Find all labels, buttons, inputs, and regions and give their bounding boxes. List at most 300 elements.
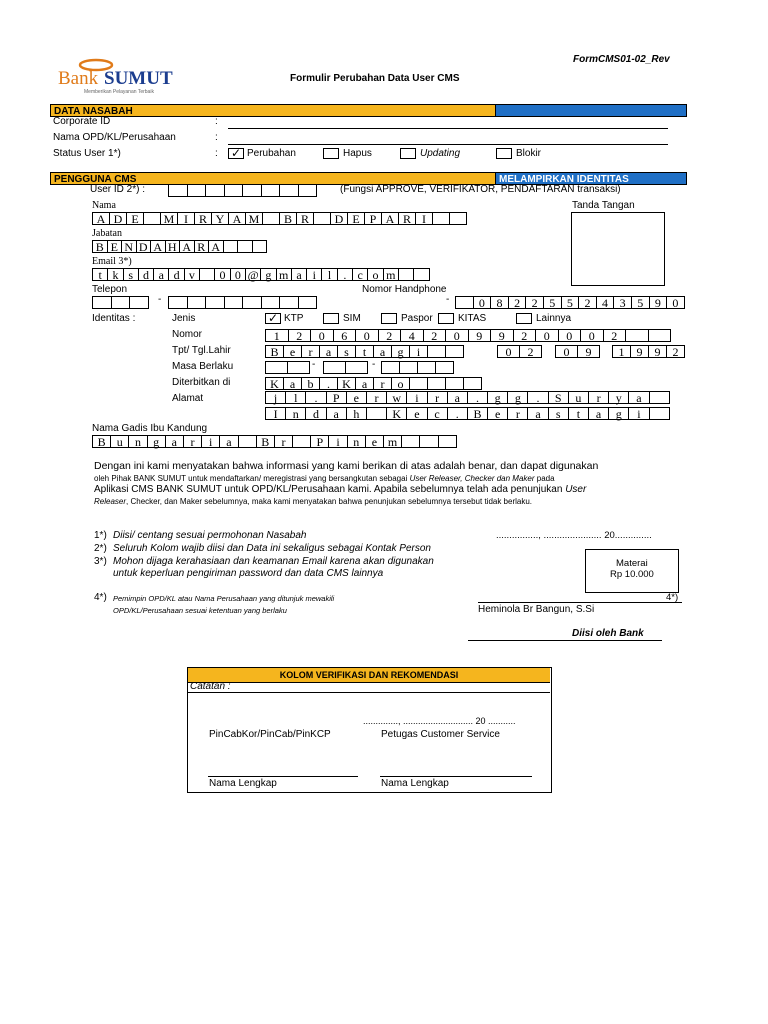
nama-opd-field[interactable] [228,144,668,145]
alamat-line-2-cells[interactable] [265,407,669,420]
char-cell[interactable]: 0 [580,329,604,342]
char-cell[interactable]: 0 [497,345,520,358]
char-cell[interactable]: a [283,377,302,390]
char-cell[interactable]: D [109,212,127,225]
declaration-text: oleh Pihak BANK SUMUT untuk mendaftarkan/ meregistrasi yang bersangkutan sebagai [94,474,410,483]
char-cell[interactable]: B [92,435,111,448]
char-cell[interactable]: a [373,345,392,358]
jenis-lainnya-label: Lainnya [536,313,572,324]
char-cell[interactable]: P [310,435,329,448]
char-cell[interactable]: B [92,240,108,253]
char-cell[interactable]: r [427,391,448,404]
char-cell[interactable]: u [568,391,589,404]
declaration-role: User [565,484,587,495]
catatan-label: Catatan : [190,681,231,692]
char-cell[interactable]: 3 [613,296,632,309]
char-cell[interactable]: s [548,407,569,420]
char-cell[interactable] [187,184,207,197]
char-cell[interactable]: 9 [648,345,667,358]
char-cell[interactable]: 0 [666,296,685,309]
char-cell[interactable] [445,345,464,358]
char-cell[interactable] [449,212,467,225]
declaration-line-1: Dengan ini kami menyatakan bahwa informasi yang kami berikan di atas adalah benar, dan dapat digunakan [94,460,599,472]
checkmark-icon: ✓ [268,311,279,325]
nama-opd-label: Nama OPD/KL/Perusahaan [53,132,176,143]
char-cell[interactable] [438,435,457,448]
char-cell[interactable] [261,296,281,309]
status-blokir-checkbox[interactable] [496,148,512,159]
char-cell[interactable]: j [265,391,286,404]
char-cell[interactable]: e [365,435,384,448]
char-cell[interactable] [265,361,288,374]
char-cell[interactable] [224,296,244,309]
char-cell[interactable] [648,329,672,342]
char-cell[interactable]: a [319,345,338,358]
char-cell[interactable]: i [306,268,322,281]
char-cell[interactable] [287,361,310,374]
telepon-label: Telepon [92,284,128,295]
char-cell[interactable]: 2 [508,296,527,309]
char-cell[interactable]: N [121,240,137,253]
char-cell[interactable] [237,240,253,253]
role-pincab: PinCabKor/PinCab/PinKCP [209,729,331,740]
char-cell[interactable]: r [301,345,320,358]
char-cell[interactable]: E [126,212,144,225]
char-cell[interactable]: 0 [445,329,469,342]
char-cell[interactable]: R [194,212,212,225]
char-cell[interactable]: e [283,345,302,358]
char-cell[interactable]: D [330,212,348,225]
date-line: ................, ...................... 20.............. [496,530,652,541]
char-cell[interactable]: d [168,268,184,281]
char-cell[interactable]: A [208,240,224,253]
note-1-number: 1*) [94,530,107,541]
bank-logo [56,56,186,96]
status-hapus-checkbox[interactable] [323,148,339,159]
jenis-paspor-label: Paspor [401,313,433,324]
char-cell[interactable]: k [107,268,123,281]
declaration-line-2 [94,474,555,483]
char-cell[interactable]: @ [245,268,261,281]
status-hapus-label: Hapus [343,148,372,159]
char-cell[interactable] [323,361,346,374]
char-cell[interactable]: a [165,435,184,448]
jabatan-cells[interactable] [92,240,266,253]
char-cell[interactable]: M [245,212,263,225]
telepon-number-cells[interactable] [168,296,316,309]
char-cell[interactable]: H [165,240,181,253]
char-cell[interactable] [463,377,482,390]
char-cell[interactable] [455,296,474,309]
char-cell[interactable]: r [507,407,528,420]
char-cell[interactable] [398,268,414,281]
hp-dash: - [446,294,450,305]
char-cell[interactable]: d [305,407,326,420]
char-cell[interactable]: A [228,212,246,225]
char-cell[interactable]: r [588,391,609,404]
verif-date-line: .............., ............................ 20 ........... [363,716,516,726]
char-cell[interactable]: B [467,407,488,420]
note-2-number: 2*) [94,543,107,554]
alamat-line-1-cells[interactable] [265,391,669,404]
char-cell[interactable]: t [568,407,589,420]
tanda-tangan-label: Tanda Tangan [572,200,635,211]
char-cell[interactable]: a [291,268,307,281]
jenis-lainnya-checkbox[interactable] [516,313,532,324]
status-updating-checkbox[interactable] [400,148,416,159]
char-cell[interactable]: l [285,391,306,404]
char-cell[interactable]: 2 [513,329,537,342]
char-cell[interactable]: R [194,240,210,253]
status-user-label: Status User 1*) [53,148,121,159]
char-cell[interactable] [381,361,400,374]
char-cell[interactable]: 9 [468,329,492,342]
char-cell[interactable]: K [337,377,356,390]
char-cell[interactable]: n [128,435,147,448]
char-cell[interactable]: A [381,212,399,225]
char-cell[interactable]: 4 [400,329,424,342]
char-cell[interactable]: a [326,407,347,420]
char-cell[interactable]: b [301,377,320,390]
char-cell[interactable]: i [201,435,220,448]
char-cell[interactable]: g [608,407,629,420]
char-cell[interactable]: g [147,435,166,448]
char-cell[interactable] [261,184,281,197]
masa-dash-1: - [312,359,316,370]
char-cell[interactable]: I [265,407,286,420]
jabatan-label: Jabatan [92,228,122,239]
char-cell[interactable] [279,184,299,197]
note-4b: OPD/KL/Perusahaan sesuai ketentuan yang berlaku [113,606,287,615]
char-cell[interactable]: s [337,345,356,358]
userid-note: (Fungsi APPROVE, VERIFIKATOR, PENDAFTARAN transaksi) [340,184,621,195]
char-cell[interactable]: 6 [333,329,357,342]
section-data-nasabah: DATA NASABAH [50,104,496,117]
nomor-cells[interactable] [265,329,670,342]
char-cell[interactable] [224,184,244,197]
char-cell[interactable] [143,212,161,225]
char-cell[interactable]: P [364,212,382,225]
materai-value: Rp 10.000 [610,569,654,580]
char-cell[interactable] [205,296,225,309]
char-cell[interactable]: E [107,240,123,253]
status-blokir-label: Blokir [516,148,542,159]
char-cell[interactable]: 2 [288,329,312,342]
char-cell[interactable]: 5 [561,296,580,309]
ttl-year-cells[interactable] [612,345,684,358]
char-cell[interactable]: v [184,268,200,281]
jenis-sim-label: SIM [343,313,361,324]
char-cell[interactable]: t [355,345,374,358]
char-cell[interactable]: 0 [230,268,246,281]
char-cell[interactable] [625,329,649,342]
char-cell[interactable]: I [177,212,195,225]
masa-year-cells[interactable] [381,361,453,374]
char-cell[interactable]: r [366,391,387,404]
terbit-label: Diterbitkan di [172,377,231,388]
char-cell[interactable] [432,212,450,225]
char-cell[interactable]: B [265,345,284,358]
char-cell[interactable]: D [136,240,152,253]
char-cell[interactable]: 0 [214,268,230,281]
char-cell[interactable]: t [92,268,108,281]
char-cell[interactable]: i [409,345,428,358]
char-cell[interactable] [649,391,670,404]
char-cell[interactable]: u [110,435,129,448]
signature-line-pincab [208,776,358,777]
char-cell[interactable]: S [548,391,569,404]
jenis-sim-checkbox[interactable] [323,313,339,324]
char-cell[interactable]: 5 [543,296,562,309]
materai-label: Materai [616,558,648,569]
char-cell[interactable]: 4 [596,296,615,309]
colon: : [215,116,218,127]
char-cell[interactable] [129,296,149,309]
char-cell[interactable] [111,296,131,309]
ttl-day-cells[interactable] [497,345,541,358]
char-cell[interactable]: i [328,435,347,448]
char-cell[interactable]: 0 [473,296,492,309]
bank-only-label: Diisi oleh Bank [572,628,644,639]
char-cell[interactable]: g [507,391,528,404]
corporate-id-field[interactable] [228,128,668,129]
char-cell[interactable]: 2 [378,329,402,342]
char-cell[interactable] [413,268,429,281]
char-cell[interactable]: a [588,407,609,420]
char-cell[interactable]: a [355,377,374,390]
char-cell[interactable]: e [487,407,508,420]
materai-box [585,549,679,593]
char-cell[interactable] [427,345,446,358]
char-cell[interactable]: . [447,407,468,420]
role-cs: Petugas Customer Service [381,729,500,740]
char-cell[interactable]: . [305,391,326,404]
jenis-ktp-label: KTP [284,313,304,324]
char-cell[interactable]: c [427,407,448,420]
char-cell[interactable] [238,435,257,448]
verification-title: KOLOM VERIFIKASI DAN REKOMENDASI [188,668,550,683]
char-cell[interactable] [262,212,280,225]
char-cell[interactable] [242,184,262,197]
char-cell[interactable]: d [138,268,154,281]
telepon-dash: - [158,294,162,305]
char-cell[interactable]: 5 [631,296,650,309]
char-cell[interactable]: r [373,377,392,390]
char-cell[interactable]: . [467,391,488,404]
char-cell[interactable]: r [183,435,202,448]
char-cell[interactable]: 2 [519,345,542,358]
signature-mark: 4*) [666,592,679,603]
char-cell[interactable] [223,240,239,253]
char-cell[interactable]: A [150,240,166,253]
declaration-text: , Checker, dan Maker sebelumnya, maka kami menyatakan bahwa penunjukan sebelumnya tersebut tidak berlaku. [126,497,533,506]
char-cell[interactable] [419,435,438,448]
char-cell[interactable] [427,377,446,390]
char-cell[interactable] [199,268,215,281]
char-cell[interactable]: 0 [355,329,379,342]
char-cell[interactable] [168,184,188,197]
note-1: Diisi/ centang sesuai permohonan Nasabah [113,530,307,541]
ibu-label: Nama Gadis Ibu Kandung [92,423,208,434]
jenis-paspor-checkbox[interactable] [381,313,397,324]
char-cell[interactable]: n [285,407,306,420]
char-cell[interactable]: K [386,407,407,420]
signature-box[interactable] [571,212,665,286]
char-cell[interactable]: m [276,268,292,281]
jenis-kitas-checkbox[interactable] [438,313,454,324]
char-cell[interactable] [399,361,418,374]
char-cell[interactable]: g [487,391,508,404]
char-cell[interactable]: g [391,345,410,358]
char-cell[interactable] [345,361,368,374]
colon: : [215,132,218,143]
char-cell[interactable]: i [406,391,427,404]
masa-berlaku-label: Masa Berlaku [172,361,234,372]
char-cell[interactable]: w [386,391,407,404]
logo-sumut-text: SUMUT [104,68,173,89]
char-cell[interactable]: 0 [555,345,578,358]
char-cell[interactable]: 0 [535,329,559,342]
section-data-nasabah-right [495,104,687,117]
signature-line [478,602,682,603]
char-cell[interactable]: y [608,391,629,404]
char-cell[interactable]: P [326,391,347,404]
char-cell[interactable]: B [279,212,297,225]
char-cell[interactable]: a [447,391,468,404]
alamat-label: Alamat [172,393,204,404]
char-cell[interactable]: 0 [310,329,334,342]
char-cell[interactable]: 2 [603,329,627,342]
ttl-label: Tpt/ Tgl.Lahir [172,345,231,356]
char-cell[interactable]: g [260,268,276,281]
char-cell[interactable]: o [367,268,383,281]
terbit-cells[interactable] [265,377,481,390]
char-cell[interactable] [187,296,207,309]
char-cell[interactable]: R [296,212,314,225]
section-melampirkan-identitas: MELAMPIRKAN IDENTITAS [495,172,687,185]
note-4a: Pemimpin OPD/KL atau Nama Perusahaan yang ditunjuk mewakili [113,594,335,603]
char-cell[interactable]: e [346,391,367,404]
char-cell[interactable]: . [527,391,548,404]
char-cell[interactable]: M [160,212,178,225]
char-cell[interactable] [292,435,311,448]
jenis-ktp-checkbox[interactable] [265,313,281,324]
char-cell[interactable] [313,212,331,225]
telepon-area-cells[interactable] [92,296,148,309]
hp-cells[interactable] [455,296,684,309]
char-cell[interactable] [445,377,464,390]
char-cell[interactable]: 9 [577,345,600,358]
char-cell[interactable] [435,361,454,374]
declaration-text: pada [534,474,555,483]
note-3a: Mohon dijaga kerahasiaan dan keamanan Email karena akan digunakan [113,556,434,567]
char-cell[interactable] [242,296,262,309]
char-cell[interactable]: o [391,377,410,390]
char-cell[interactable]: A [179,240,195,253]
char-cell[interactable]: e [406,407,427,420]
char-cell[interactable] [279,296,299,309]
jenis-label: Jenis [172,313,196,324]
char-cell[interactable]: 2 [578,296,597,309]
userid-label: User ID 2*) : [90,184,146,195]
name-cs: Nama Lengkap [381,778,449,789]
char-cell[interactable] [168,296,188,309]
char-cell[interactable]: a [153,268,169,281]
char-cell[interactable]: 2 [666,345,685,358]
char-cell[interactable]: I [415,212,433,225]
email-cells[interactable] [92,268,429,281]
identitas-label: Identitas : [92,313,136,324]
char-cell[interactable]: 1 [265,329,289,342]
char-cell[interactable]: B [256,435,275,448]
char-cell[interactable]: a [219,435,238,448]
char-cell[interactable]: 9 [490,329,514,342]
char-cell[interactable]: Y [211,212,229,225]
char-cell[interactable]: 0 [558,329,582,342]
char-cell[interactable] [205,184,225,197]
masa-day-cells[interactable] [265,361,309,374]
note-3b: untuk keperluan pengiriman password dan data CMS lainnya [113,568,384,579]
char-cell[interactable]: 9 [630,345,649,358]
char-cell[interactable] [649,407,670,420]
signature-line-cs [380,776,532,777]
char-cell[interactable]: 2 [525,296,544,309]
status-perubahan-checkbox[interactable] [228,148,244,159]
status-perubahan-label: Perubahan [247,148,296,159]
char-cell[interactable]: 9 [649,296,668,309]
masa-month-cells[interactable] [323,361,367,374]
char-cell[interactable]: s [123,268,139,281]
colon: : [215,148,218,159]
char-cell[interactable]: a [527,407,548,420]
char-cell[interactable] [366,407,387,420]
char-cell[interactable]: 1 [612,345,631,358]
page-title: Formulir Perubahan Data User CMS [290,73,460,84]
char-cell[interactable]: A [92,212,110,225]
char-cell[interactable]: R [398,212,416,225]
char-cell[interactable]: l [321,268,337,281]
ibu-cells[interactable] [92,435,456,448]
ttl-place-cells[interactable] [265,345,463,358]
char-cell[interactable] [298,296,318,309]
char-cell[interactable]: i [628,407,649,420]
form-code: FormCMS01-02_Rev [573,54,670,65]
char-cell[interactable]: K [265,377,284,390]
char-cell[interactable]: m [383,435,402,448]
section-pengguna-cms: PENGGUNA CMS [50,172,496,185]
char-cell[interactable] [252,240,268,253]
char-cell[interactable]: c [352,268,368,281]
char-cell[interactable]: a [628,391,649,404]
ttl-month-cells[interactable] [555,345,599,358]
char-cell[interactable] [401,435,420,448]
char-cell[interactable]: 2 [423,329,447,342]
char-cell[interactable] [298,184,318,197]
char-cell[interactable] [417,361,436,374]
char-cell[interactable]: . [319,377,338,390]
userid-cells[interactable] [168,184,316,197]
char-cell[interactable]: . [337,268,353,281]
char-cell[interactable]: m [383,268,399,281]
nama-cells[interactable] [92,212,466,225]
char-cell[interactable]: n [347,435,366,448]
char-cell[interactable] [92,296,112,309]
char-cell[interactable]: 8 [490,296,509,309]
char-cell[interactable]: r [274,435,293,448]
char-cell[interactable]: E [347,212,365,225]
char-cell[interactable]: h [346,407,367,420]
char-cell[interactable] [409,377,428,390]
